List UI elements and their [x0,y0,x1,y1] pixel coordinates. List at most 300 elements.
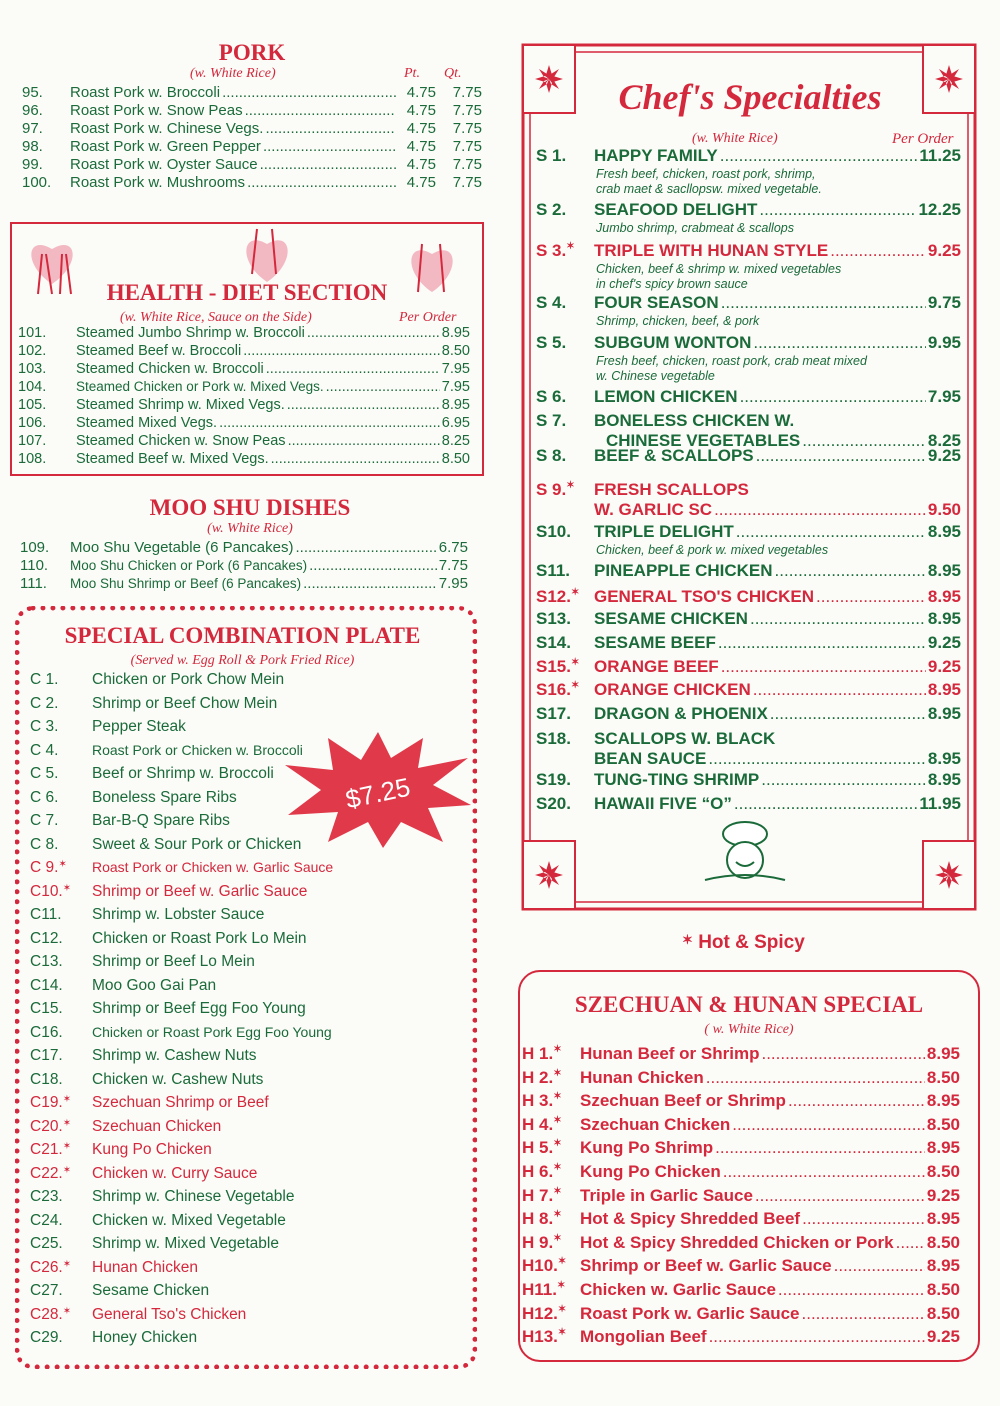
chef-item-line [536,770,961,790]
szechuan-title: SZECHUAN & HUNAN SPECIAL [574,992,924,1017]
item-code [522,1138,580,1158]
item-name: Chicken or Pork Chow Mein [92,671,285,688]
item-code-text: S15. [536,657,571,676]
item-description: w. Chinese vegetable [596,369,715,383]
item-code-text: C 6. [30,788,59,806]
item-description: Shrimp, chicken, beef, & pork [596,314,760,328]
item-number: 98. [22,138,43,155]
hot-pepper-icon: ✶ [553,1162,562,1173]
item-code-text: S 9. [536,480,567,499]
hot-pepper-icon: ✶ [62,1164,72,1176]
item-code-text: C21. [30,1141,63,1158]
chef-item-line [536,333,961,353]
dot-leader [753,680,926,700]
item-code-text: C22. [30,1164,63,1182]
combo-item [30,883,307,901]
szechuan-item [522,1233,960,1253]
price-burst-icon [283,730,473,850]
item-name: Szechuan Shrimp or Beef [92,1094,269,1111]
hot-pepper-icon: ✶ [553,1091,562,1103]
item-name: Kung Po Shrimp [580,1138,714,1158]
item-name: FRESH SCALLOPS [594,480,749,499]
item-code-text: C 7. [30,812,59,829]
dot-leader [756,446,926,466]
quart-price: 7.75 [452,120,482,137]
item-code-text: S 4. [536,293,567,312]
item-price: 9.25 [926,1327,960,1347]
item-name: Hot & Spicy Shredded Chicken or Pork [580,1232,894,1252]
hot-pepper-icon: ✶ [62,882,72,894]
chef-item [536,633,961,653]
dot-leader [755,1186,925,1206]
item-code [536,480,594,500]
item-code [30,1329,92,1347]
dot-leader [775,561,926,581]
szechuan-item [522,1304,960,1324]
item-name: Chicken w. Cashew Nuts [92,1070,264,1088]
combo-item [30,1259,198,1277]
health-title: HEALTH - DIET SECTION [106,280,388,305]
menu-item [20,557,480,575]
item-name: Hot & Spicy Shredded Beef [580,1209,801,1229]
item-name: GENERAL TSO'S CHICKEN [594,587,815,606]
item-price: 8.50 [441,343,470,359]
item-name: Sesame Chicken [92,1282,210,1299]
dot-leader [778,1280,925,1300]
moo-shu-list [20,539,480,593]
menu-item [18,378,470,396]
chef-item [536,480,961,520]
item-price: 9.25 [927,633,961,652]
item-code [536,411,594,431]
item-code [30,1306,92,1324]
szechuan-note: ( w. White Rice) [704,1022,794,1037]
health-note: (w. White Rice, Sauce on the Side) [120,310,312,325]
item-name: Steamed Mixed Vegs. [76,415,218,431]
item-price: 9.25 [927,446,961,465]
chef-item [536,794,961,814]
item-name: Beef or Shrimp w. Broccoli [92,765,274,782]
item-code-text: S20. [536,794,571,813]
item-name: Chicken or Roast Pork Egg Foo Young [92,1023,332,1040]
hot-pepper-icon: ✶ [570,587,580,598]
item-price: 9.50 [927,500,961,519]
combo-item [30,1094,269,1112]
hot-pepper-icon: ✶ [62,1094,72,1105]
item-code-text: C13. [30,953,63,970]
quart-price: 7.75 [452,84,482,101]
item-code [30,1024,92,1042]
combo-item [30,718,186,736]
item-code-text: C 9. [30,859,59,876]
dot-leader [709,1327,925,1347]
dot-leader [802,1209,925,1229]
combo-price: $7.25 [342,771,413,815]
combo-item [30,930,307,948]
hot-pepper-icon: ✶ [553,1138,562,1150]
item-name: DRAGON & PHOENIX [594,704,768,723]
hot-pepper-icon: ✶ [557,1256,567,1268]
chef-item-line [536,704,961,724]
dot-leader [266,360,440,378]
item-name: TRIPLE DELIGHT [594,522,734,541]
combo-item [30,953,255,971]
item-name: Roast Pork w. Snow Peas [70,102,243,119]
chef-item [536,561,961,581]
combo-item [30,695,277,713]
item-name: Roast Pork w. Garlic Sauce [580,1303,800,1323]
item-name-cont: CHINESE VEGETABLES [606,431,801,450]
dot-leader [740,387,926,407]
item-code-text: C29. [30,1329,63,1346]
item-code [536,609,594,629]
menu-item [18,396,470,414]
dot-leader [770,704,926,724]
item-code [30,883,92,901]
hot-spicy-legend [682,932,805,954]
item-code-text: S 6. [536,387,567,406]
item-code-text: H 4. [522,1114,554,1134]
quart-price: 7.75 [452,156,482,173]
hot-pepper-icon: ✶ [58,859,67,870]
item-price: 8.95 [441,325,470,341]
item-name: ORANGE CHICKEN [594,680,751,699]
item-name: SCALLOPS W. BLACK [594,729,776,748]
chef-item [536,387,961,407]
dot-leader [720,146,918,166]
item-code-text: H 5. [522,1138,554,1158]
item-code [30,718,92,736]
dot-leader [706,1068,925,1088]
combo-item [30,671,284,689]
szechuan-item [522,1209,960,1229]
hot-pepper-icon: ✶ [553,1185,562,1197]
menu-item [22,138,482,156]
item-code [30,1094,92,1112]
item-code-text: C28. [30,1305,63,1323]
item-code-text: H11. [522,1280,557,1299]
item-code [30,1212,92,1230]
pork-col-pt: Pt. [404,66,420,81]
combo-item [30,1141,212,1159]
menu-item [20,575,480,593]
item-name-cont: BEAN SAUCE [594,749,707,768]
dot-leader [309,557,437,575]
item-code [30,1000,92,1018]
item-code [522,1233,580,1253]
item-code-text: C12. [30,929,63,947]
item-price: 8.95 [926,1138,960,1158]
item-code [30,671,92,689]
szechuan-item [522,1256,960,1276]
chefs-specialties-title: Chef's Specialties [618,77,882,117]
combo-item [30,1000,306,1018]
chefs-specialties-section [520,42,978,912]
item-price: 6.75 [438,539,468,556]
health-diet-section [10,222,484,476]
item-code-text: S18. [536,729,571,748]
quart-price: 7.75 [452,138,482,155]
chef-item [536,770,961,790]
dot-leader [326,378,440,396]
dot-leader [736,522,926,542]
item-code-text: S 1. [536,146,567,165]
item-name: Szechuan Chicken [92,1117,222,1135]
dot-leader [219,414,440,432]
chef-item-line [536,609,961,629]
dot-leader [260,156,396,174]
item-name: TRIPLE WITH HUNAN STYLE [594,241,829,260]
item-name: Shrimp or Beef Egg Foo Young [92,1000,306,1017]
item-code-text: C11. [30,906,62,923]
item-code-text: S17. [536,704,571,723]
item-description: Chicken, beef & pork w. mixed vegetables [596,543,829,557]
item-code [30,977,92,995]
item-price: 7.75 [438,557,468,574]
item-price: 7.95 [441,379,470,395]
item-name: Steamed Jumbo Shrimp w. Broccoli [76,325,305,341]
item-number: 107. [18,433,47,449]
chef-item-line [536,680,961,700]
item-code [30,1165,92,1183]
item-name: Roast Pork w. Chinese Vegs. [70,120,264,137]
combo-item [30,812,230,830]
item-code-text: C23. [30,1188,63,1205]
dot-leader [723,1162,925,1182]
pint-price: 4.75 [406,174,436,191]
chef-item [536,680,961,700]
chef-item [536,446,961,466]
dot-leader [245,102,396,120]
hot-pepper-icon: ✶ [62,1258,72,1270]
dot-leader [718,633,926,653]
item-code [536,293,594,313]
item-name: Hunan Chicken [92,1258,198,1276]
chef-item-line [536,729,961,749]
item-price: 11.95 [919,794,961,813]
item-code [522,1162,580,1182]
menu-item [18,360,470,378]
item-code [522,1044,580,1064]
item-name: HAWAII FIVE “O” [594,794,732,813]
item-code [30,859,92,877]
item-code [536,446,594,466]
item-name: Steamed Beef w. Mixed Vegs. [76,451,269,467]
quart-price: 7.75 [452,174,482,191]
chef-item [536,657,961,677]
item-price: 12.25 [918,200,961,219]
item-name: Szechuan Beef or Shrimp [580,1091,786,1111]
item-code [522,1091,580,1111]
item-name: Mongolian Beef [580,1327,707,1347]
dot-leader [307,324,440,342]
item-name: SESAME BEEF [594,633,716,652]
szechuan-item [522,1280,960,1300]
item-price: 7.95 [438,575,468,592]
item-code [522,1256,580,1276]
combo-item [30,1282,209,1300]
item-code [30,1047,92,1065]
item-name: General Tso's Chicken [92,1305,247,1323]
item-name: Steamed Chicken w. Broccoli [76,361,264,377]
health-list [18,324,470,468]
hot-pepper-icon: ✶ [570,657,580,668]
pork-subheader [22,66,482,84]
item-price: 7.95 [441,361,470,377]
item-name: Steamed Chicken w. Snow Peas [76,433,286,449]
chef-item-line [536,561,961,581]
item-name: FOUR SEASON [594,293,719,312]
item-name: BONELESS CHICKEN W. [594,411,795,430]
dot-leader [830,241,926,261]
pint-price: 4.75 [406,102,436,119]
dot-leader [295,539,436,557]
item-code [536,794,594,814]
item-code-text: S16. [536,680,571,699]
item-code [30,789,92,807]
hot-pepper-icon: ✶ [682,932,693,947]
szechuan-hunan-section [518,970,980,1362]
hot-pepper-icon: ✶ [553,1114,562,1126]
chef-mascot-icon [705,822,785,880]
chef-item [536,609,961,629]
item-price: 8.50 [926,1232,960,1252]
item-code [30,1235,92,1253]
item-name: Chicken w. Curry Sauce [92,1164,258,1182]
item-name: ORANGE BEEF [594,657,719,676]
item-code-text: H10. [522,1256,558,1276]
item-code-text: S14. [536,633,571,652]
dot-leader [243,342,440,360]
chef-item-line [536,657,961,677]
pint-price: 4.75 [406,138,436,155]
item-name: Shrimp w. Cashew Nuts [92,1047,257,1064]
item-number: 111. [20,575,47,592]
szechuan-item [522,1091,960,1111]
item-name: Kung Po Chicken [580,1162,721,1181]
item-name: TUNG-TING SHRIMP [594,770,760,789]
item-number: 101. [18,325,47,341]
item-price: 8.95 [926,1209,960,1229]
item-price: 7.95 [927,387,961,406]
pork-title: PORK [218,40,286,65]
menu-item [22,120,482,138]
item-code-text: S 2. [536,200,567,219]
item-code-text: S 3. [536,241,567,260]
item-price: 8.50 [926,1280,960,1299]
menu-item [22,102,482,120]
item-price: 8.95 [927,770,961,789]
item-code [522,1327,580,1347]
combo-item [30,1165,257,1183]
item-code [522,1068,580,1088]
item-price: 8.50 [441,451,470,467]
item-number: 104. [18,379,47,395]
dot-leader [761,770,926,790]
item-name: Moo Goo Gai Pan [92,976,217,994]
item-code [30,742,92,760]
chef-item-line [536,500,961,520]
item-code-text: H 3. [522,1091,554,1111]
hot-pepper-icon: ✶ [556,1280,566,1291]
menu-item [18,432,470,450]
item-number: 103. [18,361,47,377]
item-price: 11.25 [919,146,961,165]
item-name: SUBGUM WONTON [594,333,752,352]
dot-leader [263,138,396,156]
item-number: 109. [20,539,50,556]
moo-shu-note: (w. White Rice) [207,521,293,536]
item-name: Kung Po Chicken [92,1141,212,1158]
item-code [30,695,92,713]
item-code-text: C20. [30,1117,63,1135]
chef-item [536,293,961,313]
item-code [536,729,594,749]
item-code [522,1115,580,1135]
item-price: 9.25 [927,657,961,676]
item-description: Fresh beef, chicken, roast pork, shrimp, [596,167,816,181]
chef-item-line [536,200,961,220]
item-code-text: S13. [536,609,571,628]
item-name: HAPPY FAMILY [594,146,718,165]
item-name: Shrimp w. Chinese Vegetable [92,1188,295,1205]
combination-plate-section [15,606,477,1369]
menu-item [22,84,482,102]
item-price: 8.95 [926,1091,960,1111]
item-number: 100. [22,174,52,191]
combo-item [30,906,264,924]
dot-leader [750,609,926,629]
item-code [30,812,92,830]
item-code [536,657,594,677]
item-price: 8.25 [927,431,961,450]
item-price: 9.25 [927,241,961,260]
item-code [30,765,92,783]
item-number: 102. [18,343,47,359]
combo-item [30,1306,246,1324]
item-code [536,770,594,790]
item-code-text: C 4. [30,741,59,759]
item-price: 9.25 [926,1185,960,1205]
item-price: 8.50 [926,1067,960,1087]
pint-price: 4.75 [406,156,436,173]
item-name: Szechuan Chicken [580,1114,731,1134]
item-name: Chicken w. Garlic Sauce [580,1280,776,1299]
item-code [30,953,92,971]
szechuan-item [522,1115,960,1135]
hot-pepper-icon: ✶ [62,1305,72,1317]
item-code [30,906,92,924]
item-code-text: C14. [30,976,63,994]
szechuan-item [522,1044,960,1064]
item-name: Steamed Beef w. Broccoli [76,343,242,359]
item-code-text: C10. [30,882,63,900]
szechuan-item [522,1138,960,1158]
quart-price: 7.75 [452,102,482,119]
item-code-text: C16. [30,1023,63,1041]
combo-item [30,1235,279,1253]
item-price: 8.95 [926,1256,960,1276]
item-code [522,1280,580,1300]
item-code [30,1282,92,1300]
item-price: 8.95 [927,680,961,699]
item-number: 95. [22,84,43,101]
combo-item [30,1188,294,1206]
dot-leader [721,657,926,677]
item-name: Hunan Chicken [580,1067,704,1087]
item-code-text: C 2. [30,694,59,712]
item-name: Shrimp or Beef Chow Mein [92,694,278,712]
